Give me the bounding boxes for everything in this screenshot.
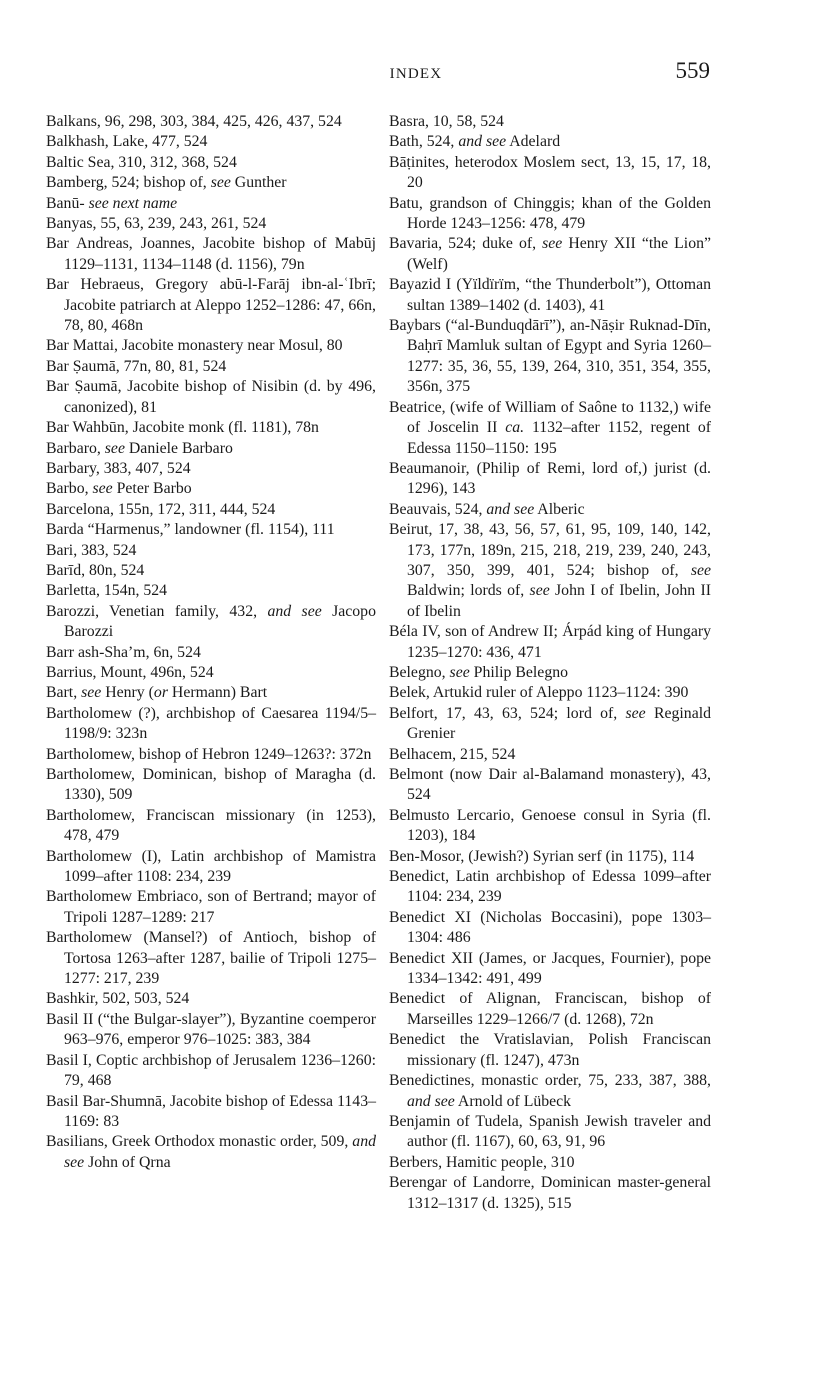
index-entry: Barbo, see Peter Barbo [46, 480, 192, 498]
index-entry: Beatrice, (wife of William of Saône to 1132,) wife of Joscelin II ca. 1132–after 1152, regent of Edessa 1150–1150: 195 [389, 398, 711, 457]
index-entry: Beauvais, 524, and see Alberic [389, 500, 585, 518]
index-entry: Benedict the Vratislavian, Polish Franciscan missionary (fl. 1247), 473n [389, 1031, 711, 1069]
index-entry: Baltic Sea, 310, 312, 368, 524 [46, 153, 237, 171]
index-entry: Basil I, Coptic archbishop of Jerusalem 1236–1260: 79, 468 [46, 1051, 376, 1090]
index-entry: Beaumanoir, (Philip of Remi, lord of,) jurist (d. 1296), 143 [389, 459, 711, 498]
index-entry: Balkans, 96, 298, 303, 384, 425, 426, 437, 524 [46, 113, 342, 130]
index-column-right [389, 112, 711, 1214]
index-entry: Bar Wahbūn, Jacobite monk (fl. 1181), 78n [46, 419, 319, 437]
index-entry: Bartholomew, Dominican, bishop of Maragha (d. 1330), 509 [46, 766, 376, 804]
index-entry: Belhacem, 215, 524 [389, 745, 516, 763]
index-entry: Balkhash, Lake, 477, 524 [46, 133, 208, 151]
index-entry: Barrius, Mount, 496n, 524 [46, 663, 214, 681]
index-entry: Benedictines, monastic order, 75, 233, 387, 388, and see Arnold of Lübeck [389, 1072, 711, 1110]
index-entry: Basilians, Greek Orthodox monastic order, 509, and see John of Qrna [46, 1133, 376, 1171]
index-entry: Bartholomew (Mansel?) of Antioch, bishop of Tortosa 1263–after 1287, bailie of Tripoli 1275–1277: 217, 239 [46, 929, 376, 988]
index-entry: Belegno, see Philip Belegno [389, 663, 569, 681]
index-entry: Bar Mattai, Jacobite monastery near Mosul, 80 [46, 337, 343, 355]
index-entry: Beirut, 17, 38, 43, 56, 57, 61, 95, 109, 140, 142, 173, 177n, 189n, 215, 218, 219, 239, 240, 243, 307, 350, 399, 401, 524; bishop of, see Baldwin; lords of, see John I of Ibelin, John II of Ibelin [389, 521, 711, 620]
index-entry: Basra, 10, 58, 524 [389, 113, 504, 130]
index-entry: Belek, Artukid ruler of Aleppo 1123–1124: 390 [389, 684, 689, 702]
index-entry: Barcelona, 155n, 172, 311, 444, 524 [46, 500, 276, 518]
index-entry: Banyas, 55, 63, 239, 243, 261, 524 [46, 215, 267, 233]
index-entry: Bamberg, 524; bishop of, see Gunther [46, 174, 287, 192]
page-number: 559 [675, 58, 710, 83]
index-entry: Bavaria, 524; duke of, see Henry XII “the Lion” (Welf) [389, 235, 712, 273]
index-entry: Barr ash-Sha’m, 6n, 524 [46, 643, 201, 661]
index-entry: Bari, 383, 524 [46, 541, 137, 559]
index-entry: Barīd, 80n, 524 [46, 561, 145, 579]
index-entry: Berbers, Hamitic people, 310 [389, 1153, 575, 1171]
index-entry: Batu, grandson of Chinggis; khan of the Golden Horde 1243–1256: 478, 479 [389, 194, 711, 233]
index-entry: Bart, see Henry (or Hermann) Bart [46, 684, 268, 702]
index-entry: Barozzi, Venetian family, 432, and see Jacopo Barozzi [46, 602, 376, 641]
index-entry: Bartholomew, Franciscan missionary (in 1253), 478, 479 [46, 806, 376, 845]
page-header-title: INDEX [389, 66, 443, 82]
index-entry: Barda “Harmenus,” landowner (fl. 1154), 111 [46, 521, 335, 539]
index-entry: Benedict XII (James, or Jacques, Fournier), pope 1334–1342: 491, 499 [389, 949, 711, 988]
index-entry: Ben-Mosor, (Jewish?) Syrian serf (in 1175), 114 [389, 847, 695, 865]
index-entry: Bath, 524, and see Adelard [389, 133, 561, 151]
index-entry: Belmusto Lercario, Genoese consul in Syria (fl. 1203), 184 [389, 806, 711, 845]
index-entry: Basil II (“the Bulgar-slayer”), Byzantine coemperor 963–976, emperor 976–1025: 383, 384 [46, 1010, 376, 1049]
index-entry: Banū- see next name [46, 194, 178, 212]
index-entry: Barbary, 383, 407, 524 [46, 459, 191, 477]
index-entry: Barletta, 154n, 524 [46, 582, 168, 600]
index-entry: Bar Andreas, Joannes, Jacobite bishop of Mabūj 1129–1131, 1134–1148 (d. 1156), 79n [46, 235, 376, 273]
index-entry: Benjamin of Tudela, Spanish Jewish traveler and author (fl. 1167), 60, 63, 91, 96 [389, 1112, 711, 1151]
index-entry: Berengar of Landorre, Dominican master-general 1312–1317 (d. 1325), 515 [389, 1174, 711, 1212]
index-entry: Baybars (“al-Bunduqdārī”), an-Nāṣir Ruknad-Dīn, Baḥrī Mamluk sultan of Egypt and Syria 1260–1277: 35, 36, 55, 139, 264, 310, 351, 354, 355, 356n, 375 [389, 317, 711, 396]
index-entry: Benedict, Latin archbishop of Edessa 1099–after 1104: 234, 239 [389, 868, 711, 906]
index-entry: Bar Hebraeus, Gregory abū-l-Farāj ibn-al-ʿIbrī; Jacobite patriarch at Aleppo 1252–1286: 47, 66n, 78, 80, 468n [46, 276, 376, 335]
index-entry: Bartholomew, bishop of Hebron 1249–1263?: 372n [46, 745, 372, 763]
index-entry: Benedict of Alignan, Franciscan, bishop of Marseilles 1229–1266/7 (d. 1268), 72n [389, 990, 711, 1028]
index-entry: Belmont (now Dair al-Balamand monastery), 43, 524 [389, 766, 711, 804]
index-entry: Bayazid I (Yïldïrïm, “the Thunderbolt”), Ottoman sultan 1389–1402 (d. 1403), 41 [389, 276, 711, 314]
index-entry: Barbaro, see Daniele Barbaro [46, 439, 233, 457]
index-entry: Bartholomew (I), Latin archbishop of Mamistra 1099–after 1108: 234, 239 [46, 847, 376, 886]
index-entry: Basil Bar-Shumnā, Jacobite bishop of Edessa 1143–1169: 83 [46, 1092, 376, 1130]
index-entry: Béla IV, son of Andrew II; Árpád king of Hungary 1235–1270: 436, 471 [389, 623, 711, 661]
index-entry: Bashkir, 502, 503, 524 [46, 990, 190, 1008]
index-entry: Bartholomew Embriaco, son of Bertrand; mayor of Tripoli 1287–1289: 217 [46, 888, 376, 926]
index-entry: Bartholomew (?), archbishop of Caesarea 1194/5–1198/9: 323n [46, 704, 376, 743]
index-entry: Belfort, 17, 43, 63, 524; lord of, see Reginald Grenier [389, 704, 711, 743]
index-entry: Bāṭinites, heterodox Moslem sect, 13, 15, 17, 18, 20 [389, 153, 711, 192]
index-entry: Benedict XI (Nicholas Boccasini), pope 1303–1304: 486 [389, 908, 711, 947]
index-entry: Bar Ṣaumā, Jacobite bishop of Nisibin (d. by 496, canonized), 81 [46, 378, 376, 416]
index-entry: Bar Ṣaumā, 77n, 80, 81, 524 [46, 357, 227, 375]
index-column-left [46, 112, 376, 1173]
